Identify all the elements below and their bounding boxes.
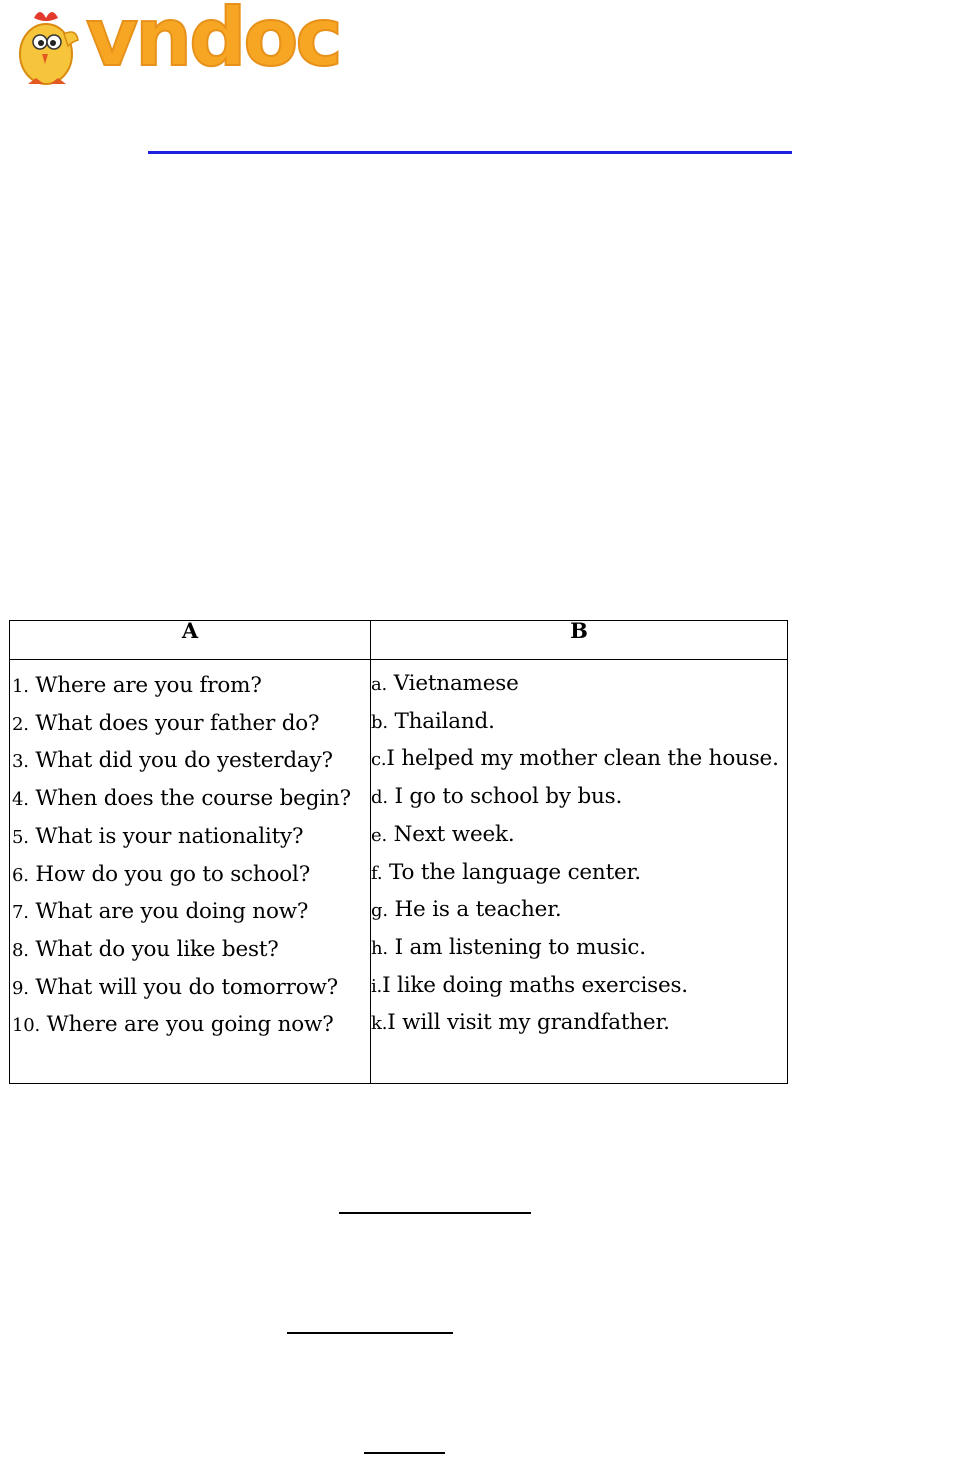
answer-item: h. I am listening to music. bbox=[371, 934, 646, 960]
question-item: 7. What are you doing now? bbox=[12, 899, 309, 925]
column-b-cell bbox=[371, 660, 788, 1084]
answer-item: k.I will visit my grandfather. bbox=[371, 1010, 670, 1036]
question-list bbox=[10, 660, 370, 1045]
question-item: 3. What did you do yesterday? bbox=[12, 748, 333, 774]
question-item: 2. What does your father do? bbox=[12, 710, 320, 736]
answer-item: e. Next week. bbox=[371, 821, 515, 847]
header-rule bbox=[148, 151, 792, 154]
question-item: 8. What do you like best? bbox=[12, 936, 279, 962]
answer-item: g. He is a teacher. bbox=[371, 897, 562, 923]
vndoc-logo bbox=[6, 0, 340, 92]
column-b-header: B bbox=[371, 621, 788, 660]
question-item: 10. Where are you going now? bbox=[12, 1012, 334, 1038]
answer-item: i.I like doing maths exercises. bbox=[371, 972, 688, 998]
question-item: 4. When does the course begin? bbox=[12, 786, 351, 812]
chicken-mascot-icon bbox=[6, 4, 86, 92]
question-item: 1. Where are you from? bbox=[12, 673, 262, 698]
question-item: 6. How do you go to school? bbox=[12, 861, 311, 887]
answer-item: c.I helped my mother clean the house. bbox=[371, 746, 779, 772]
answer-blank-1 bbox=[339, 1212, 531, 1214]
logo-wordmark: vndoc bbox=[86, 0, 340, 84]
answer-list bbox=[371, 660, 787, 1043]
column-a-header: A bbox=[10, 621, 371, 660]
answer-item: d. I go to school by bus. bbox=[371, 784, 623, 810]
matching-table bbox=[9, 620, 788, 1084]
answer-item: b. Thailand. bbox=[371, 708, 495, 734]
answer-item: f. To the language center. bbox=[371, 859, 641, 885]
question-item: 9. What will you do tomorrow? bbox=[12, 974, 338, 1000]
answer-blank-2 bbox=[287, 1332, 453, 1334]
column-a-cell bbox=[10, 660, 371, 1084]
answer-item: a. Vietnamese bbox=[371, 671, 519, 696]
question-item: 5. What is your nationality? bbox=[12, 823, 304, 849]
answer-blank-3 bbox=[364, 1452, 445, 1454]
